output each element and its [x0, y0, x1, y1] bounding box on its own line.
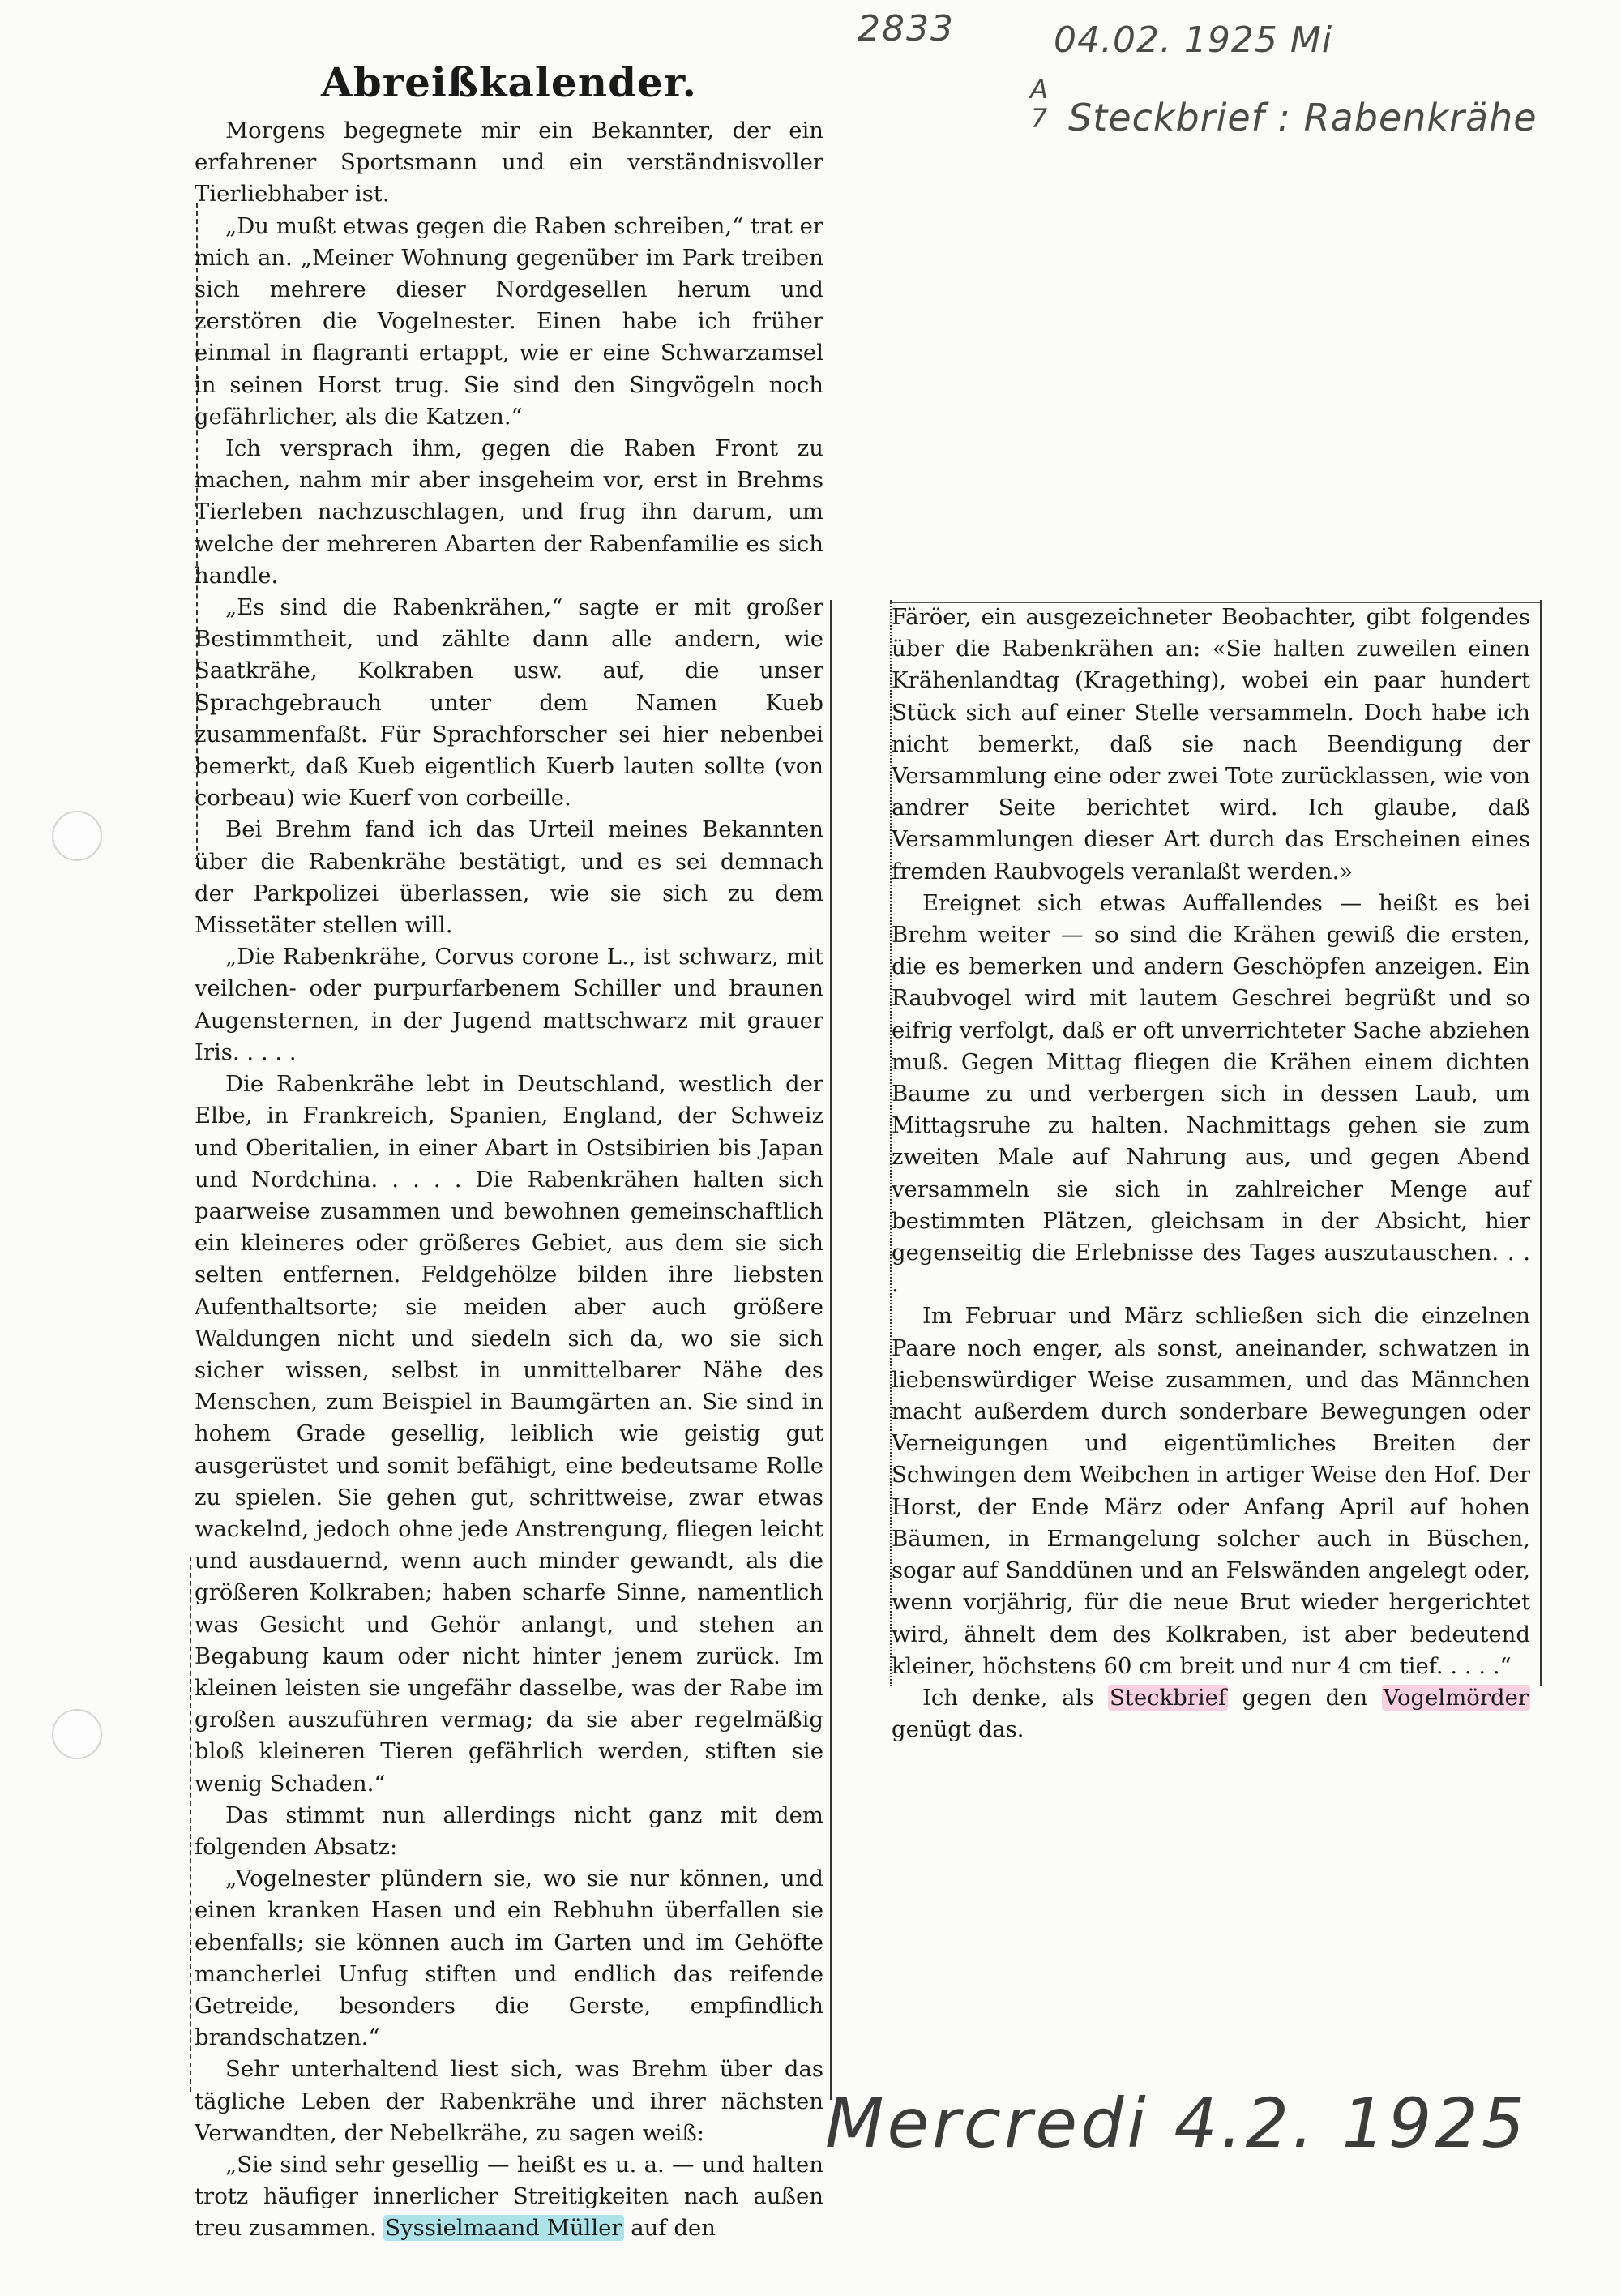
paragraph: Im Februar und März schließen sich die einzelnen Paare noch enger, als sonst, aneinander, schwatzen in liebenswürdiger Weise zusammen, und das Männchen macht außerdem durch sonderbare Bewegungen oder Verneigungen und eigentümliches Breiten der Schwingen dem Weibchen in artiger Weise den Hof. Der Horst, der Ende März oder Anfang April auf hohen Bäumen, in Ermangelung solcher auch in Büschen, sogar auf Sanddünen und an Felswänden angelegt oder, wenn vorjährig, für die neue Brut wieder hergerichtet wird, ähnelt dem des Kolkraben, ist aber bedeutend kleiner, höchstens 60 cm breit und nur 4 cm tief. . . . .“ — [892, 1303, 1530, 1679]
paragraph: Bei Brehm fand ich das Urteil meines Bekannten über die Rabenkrähe bestätigt, und es sei demnach der Parkpolizei überlassen, wie sie sich zu dem Missetäter stellen will. — [195, 816, 823, 939]
paragraph: Färöer, ein ausgezeichneter Beobachter, gibt folgendes über die Rabenkrähen an: «Sie halten zuweilen einen Krähenlandtag (Kragething), wobei ein paar hundert Stück sich auf einer Stelle versammeln. Doch habe ich nicht bemerkt, daß sie nach Beendigung der Versammlung eine oder zwei Tote zurücklassen, wie von andrer Seite berichtet wird. Ich glaube, daß Versammlungen dieser Art durch das Erscheinen eines fremden Raubvogels veranlaßt werden.» — [892, 604, 1530, 885]
right-column-right-rule — [1540, 600, 1542, 1686]
paragraph: Das stimmt nun allerdings nicht ganz mit dem folgenden Absatz: — [195, 1801, 823, 1860]
highlighted-steckbrief: Steckbrief — [1109, 1684, 1227, 1711]
article-right-column — [892, 602, 1530, 1746]
paragraph: Ereignet sich etwas Auffallendes — heißt es bei Brehm weiter — so sind die Krähen gewiß die ersten, die es bemerken und andern Geschöpfen anzeigen. Ein Raubvogel wird mit lautem Geschrei begrüßt und so eifrig verfolgt, daß er oft unverrichteter Sache abziehen muß. Gegen Mittag fliegen die Krähen einem dichten Baume zu und verbergen sich in dessen Laub, um Mittagsruhe zu halten. Nachmittags gehen sie zum zweiten Male auf Nahrung aus, und gegen Abend versammeln sie sich in zahlreicher Menge auf bestimmten Plätzen, gleichsam in der Absicht, hier gegenseitig die Erlebnisse des Tages auszutauschen. . . . — [892, 889, 1530, 1298]
paragraph: Morgens begegnete mir ein Bekannter, der ein erfahrener Sportsmann und ein verständnisvoller Tierliebhaber ist. — [195, 118, 823, 208]
punch-hole-bottom — [52, 1709, 102, 1759]
closing-text: genügt das. — [892, 1716, 1024, 1743]
paragraph: „Du mußt etwas gegen die Raben schreiben,“ trat er mich an. „Meiner Wohnung gegenüber im Park treiben sich mehrere dieser Nordgesellen herum und zerstören die Vogelnester. Einen habe ich früher einmal in flagranti ertappt, wie er eine Schwarzamsel in seinen Horst trug. Sie sind den Singvögeln noch gefährlicher, als die Katzen.“ — [195, 212, 823, 430]
paragraph: Sehr unterhaltend liest sich, was Brehm über das tägliche Leben der Rabenkrähe und ihrer nächsten Verwandten, der Nebelkrähe, zu sagen weiß: — [195, 2056, 823, 2146]
highlighted-vogelmoerder: Vogelmörder — [1383, 1684, 1529, 1711]
paragraph — [195, 2149, 823, 2245]
paragraph: „Es sind die Rabenkrähen,“ sagte er mit großer Bestimmtheit, und zählte dann alle andern, wie Saatkrähe, Kolkraben usw. auf, die unser Sprachgebrauch unter dem Namen Kueb zusammenfaßt. Für Sprachforscher sei hier nebenbei bemerkt, daß Kueb eigentlich Kuerb lauten sollte (von corbeau) wie Kuerf von corbeille. — [195, 594, 823, 812]
paragraph: Die Rabenkrähe lebt in Deutschland, westlich der Elbe, in Frankreich, Spanien, England, der Schweiz und Oberitalien, in einer Abart in Ostsibirien bis Japan und Nordchina. . . . . Die Rabenkrähen halten sich paarweise zusammen und bewohnen gemeinschaftlich ein kleineres oder größeres Gebiet, aus dem sie sich selten entfernen. Feldgehölze bilden ihre liebsten Aufenthaltsorte; sie meiden aber auch größere Waldungen nicht und siedeln sich da, wo sie sich sicher wissen, selbst in unmittelbarer Nähe des Menschen, zum Beispiel in Baumgärten an. Sie sind in hohem Grade gesellig, leiblich wie geistig gut ausgerüstet und somit befähigt, eine bedeutsame Rolle zu spielen. Sie gehen gut, schrittweise, zwar etwas wackelnd, jedoch ohne jede Anstrengung, fliegen leicht und ausdauernd, wenn auch minder gewandt, als die größeren Kolkraben; haben scharfe Sinne, namentlich was Gesicht und Gehör anlangt, und stehen an Begabung kaum oder nicht hinter jenem zurück. Im kleinen leisten sie ungefähr dasselbe, was der Rabe im großen auszuführen vermag; da sie aber regelmäßig bloß kleineren Tieren gefährlich werden, stiften sie wenig Schaden.“ — [195, 1071, 823, 1797]
paragraph: Ich versprach ihm, gegen die Raben Front zu machen, nahm mir aber insgeheim vor, erst in Brehms Tierleben nachzuschlagen, und frug ihn darum, um welche der mehreren Abarten der Rabenfamilie es sich handle. — [195, 435, 823, 589]
closing-paragraph — [892, 1682, 1530, 1746]
paragraph: „Die Rabenkrähe, Corvus corone L., ist schwarz, mit veilchen- oder purpurfarbenem Schiller und braunen Augensternen, in der Jugend mattschwarz mit grauer Iris. . . . . — [195, 944, 823, 1065]
highlighted-name: Syssielmaand Müller — [385, 2215, 622, 2242]
article-left-column — [195, 58, 823, 2245]
left-margin-rule-lower — [190, 1557, 191, 2092]
punch-hole-top — [52, 811, 102, 861]
paragraph-tail: auf den — [623, 2215, 716, 2242]
handwritten-mark: A 7 — [1030, 74, 1048, 134]
handwritten-title-note: Steckbrief : Rabenkrähe — [1068, 96, 1538, 139]
column-divider-rule — [830, 600, 832, 2100]
archive-number-note: 2833 — [858, 8, 955, 49]
closing-text: Ich denke, als — [922, 1684, 1108, 1711]
closing-text: gegen den — [1228, 1684, 1382, 1711]
handwritten-date-note: 04.02. 1925 Mi — [1054, 19, 1333, 61]
paragraph: „Vogelnester plündern sie, wo sie nur können, und einen kranken Hasen und ein Rebhuhn überfallen sie ebenfalls; sie können auch im Garten und im Gehöfte mancherlei Unfug stiften und endlich das reifende Getreide, besonders die Gerste, empfindlich brandschatzen.“ — [195, 1866, 823, 2051]
article-headline: Abreißkalender. — [320, 58, 698, 106]
paragraph-text: „Sie sind sehr gesellig — heißt es u. a. — und halten trotz häufiger innerlicher Streitigkeiten nach außen treu zusammen. — [195, 2152, 823, 2242]
handwritten-bottom-date: Mercredi 4.2. 1925 — [825, 2084, 1529, 2163]
